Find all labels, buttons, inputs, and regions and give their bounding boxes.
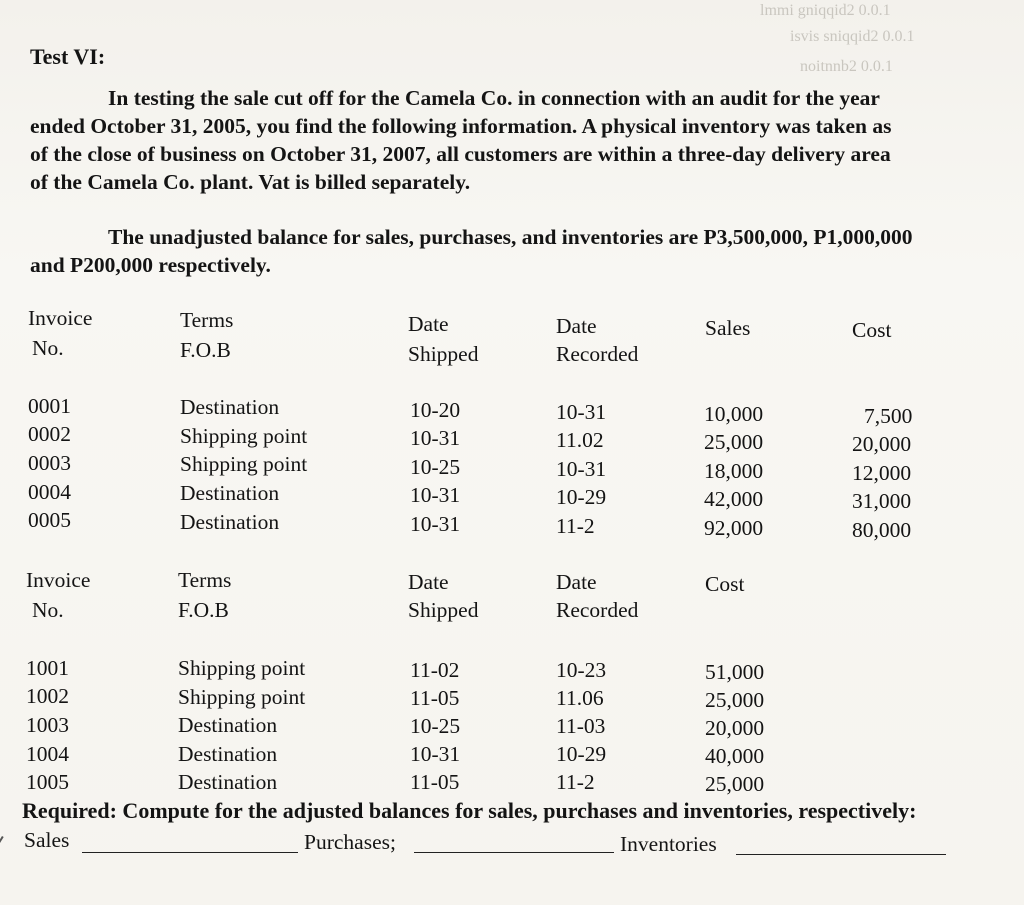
header-date-recorded: Date [556,570,597,594]
sales-cost: 80,000 [852,518,912,542]
sales-amount: 25,000 [704,430,764,454]
purchase-terms: Destination [178,713,278,737]
header-recorded: Recorded [556,342,639,366]
sales-invoice-0003: 0003 [28,451,71,475]
sales-recorded: 11-2 [556,514,595,538]
sales-cost: 12,000 [852,461,912,485]
sales-invoice-0002: 0002 [28,422,71,446]
purchase-recorded: 11.06 [556,686,604,710]
sales-shipped: 10-20 [410,398,461,422]
sales-recorded: 10-29 [556,485,607,509]
header-terms: Terms [178,568,232,592]
bleed-through-text: lmmi gniqqid2 0.0.1 [760,2,891,19]
purchase-cost: 25,000 [705,772,765,796]
purchase-cost: 40,000 [705,744,765,768]
purchase-recorded: 10-23 [556,658,607,682]
sales-recorded: 10-31 [556,457,607,481]
test-title: Test VI: [30,44,106,69]
purchase-recorded: 11-2 [556,770,595,794]
header-shipped: Shipped [408,342,479,366]
purchase-shipped: 10-31 [410,742,461,766]
bleed-through-text: isvis sniqqid2 0.0.1 [790,28,915,45]
balances-line-1: The unadjusted balance for sales, purchases, and inventories are P3,500,000, P1,000,000 [108,225,913,249]
sales-invoice-0004: 0004 [28,480,71,504]
pen-mark [0,836,4,878]
purchase-cost: 51,000 [705,660,765,684]
sales-invoice-0001: 0001 [28,394,71,418]
header-invoice-no: No. [32,336,64,360]
header-recorded: Recorded [556,598,639,622]
purchase-cost: 20,000 [705,716,765,740]
sales-terms: Destination [180,481,280,505]
purchases-answer-label: Purchases; [304,830,396,854]
sales-cost: 31,000 [852,489,912,513]
purchase-invoice-1003: 1003 [26,713,69,737]
purchase-shipped: 10-25 [410,714,461,738]
sales-amount: 10,000 [704,402,764,426]
header-date-shipped: Date [408,312,449,336]
bleed-through-text: noitnnb2 0.0.1 [800,58,893,75]
sales-shipped: 10-31 [410,483,461,507]
header-shipped: Shipped [408,598,479,622]
purchase-shipped: 11-05 [410,770,460,794]
balances-line-2: and P200,000 respectively. [30,253,271,277]
inventories-answer-blank[interactable] [736,854,946,855]
purchase-invoice-1001: 1001 [26,656,69,680]
sales-answer-blank[interactable] [82,852,298,853]
header-fob: F.O.B [180,338,231,362]
header-cost: Cost [705,572,745,596]
header-terms: Terms [180,308,234,332]
intro-line-4: of the Camela Co. plant. Vat is billed separately. [30,170,471,194]
sales-answer-label: Sales [24,828,70,852]
sales-cost: 20,000 [852,432,912,456]
sales-invoice-0005: 0005 [28,508,71,532]
inventories-answer-label: Inventories [620,832,717,856]
header-invoice-no: No. [32,598,64,622]
purchase-recorded: 10-29 [556,742,607,766]
intro-line-2: ended October 31, 2005, you find the following information. A physical inventory was taken as [30,114,892,138]
purchase-terms: Shipping point [178,685,306,709]
header-sales: Sales [705,316,751,340]
sales-shipped: 10-31 [410,512,461,536]
purchase-terms: Shipping point [178,656,306,680]
sales-terms: Destination [180,395,280,419]
sales-recorded: 11.02 [556,428,604,452]
header-invoice: Invoice [28,306,93,330]
header-date-shipped: Date [408,570,449,594]
sales-amount: 42,000 [704,487,764,511]
purchase-recorded: 11-03 [556,714,606,738]
sales-amount: 18,000 [704,459,764,483]
sales-terms: Shipping point [180,424,308,448]
header-cost: Cost [852,318,892,342]
sales-terms: Destination [180,510,280,534]
header-invoice: Invoice [26,568,91,592]
header-date-recorded: Date [556,314,597,338]
purchase-invoice-1002: 1002 [26,684,69,708]
purchase-shipped: 11-02 [410,658,460,682]
sales-amount: 92,000 [704,516,764,540]
sales-shipped: 10-25 [410,455,461,479]
purchase-invoice-1005: 1005 [26,770,69,794]
sales-shipped: 10-31 [410,426,461,450]
purchase-shipped: 11-05 [410,686,460,710]
purchase-cost: 25,000 [705,688,765,712]
sales-terms: Shipping point [180,452,308,476]
required-instruction: Required: Compute for the adjusted balances for sales, purchases and inventories, respectively: [22,798,917,823]
sales-cost: 7,500 [864,404,913,428]
sales-recorded: 10-31 [556,400,607,424]
intro-line-1: In testing the sale cut off for the Camela Co. in connection with an audit for the year [108,86,880,110]
purchase-invoice-1004: 1004 [26,742,69,766]
purchases-answer-blank[interactable] [414,852,614,853]
purchase-terms: Destination [178,742,278,766]
header-fob: F.O.B [178,598,229,622]
intro-line-3: of the close of business on October 31, 2007, all customers are within a three-day delivery area [30,142,891,166]
purchase-terms: Destination [178,770,278,794]
